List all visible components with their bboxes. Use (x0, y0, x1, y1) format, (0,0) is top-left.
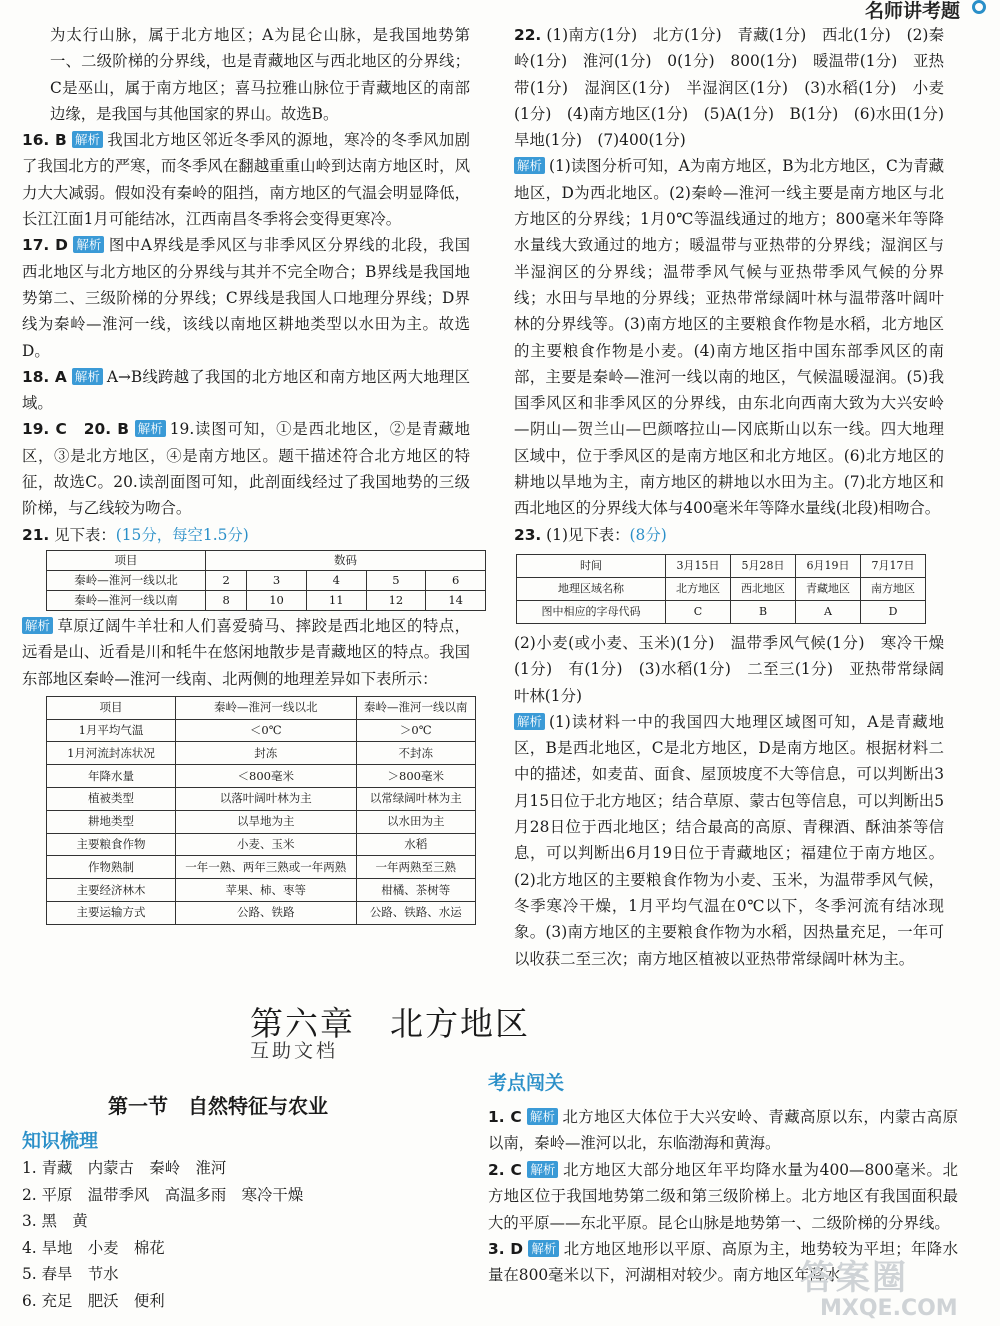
comparison-table (46, 696, 476, 925)
table-cell: 一年两熟至三熟 (356, 856, 475, 879)
table-row (47, 742, 476, 765)
jiexi-badge: 解析 (72, 131, 103, 148)
jiexi-badge: 解析 (514, 157, 545, 174)
table-header: 数码 (206, 550, 486, 570)
table-cell: ＞0℃ (356, 719, 475, 742)
q19-20 (22, 416, 470, 521)
table-cell: 以水田为主 (356, 810, 475, 833)
q18 (22, 364, 470, 417)
jiexi-badge: 解析 (527, 1161, 558, 1178)
q23-jiexi (514, 709, 944, 972)
table-header: 7月17日 (861, 554, 926, 577)
table-row (47, 810, 476, 833)
table-cell: 5 (366, 570, 426, 590)
table-header: 秦岭—淮河一线以南 (356, 696, 475, 719)
table-cell: 一年一熟、两年三熟或一年两熟 (176, 856, 357, 879)
table-cell: 12 (366, 590, 426, 610)
table-cell: 14 (426, 590, 486, 610)
list-item: 6. 充足 肥沃 便利 (22, 1291, 165, 1310)
left-column (22, 22, 470, 929)
list-item: 4. 旱地 小麦 棉花 (22, 1238, 165, 1257)
jiexi-badge: 解析 (72, 368, 103, 385)
q18-text: A→B线跨越了我国的北方地区和南方地区两大地理区域。 (22, 367, 470, 413)
table-cell: 图中相应的字母代码 (517, 600, 666, 623)
kd-q2-number: 2. C (488, 1160, 522, 1179)
kd-q3-number: 3. D (488, 1240, 524, 1259)
table-row (47, 550, 486, 570)
table-row (47, 788, 476, 811)
jiexi-badge: 解析 (135, 420, 166, 437)
table-cell: 作物熟制 (47, 856, 176, 879)
kd-q1 (488, 1104, 958, 1157)
q23-answer: (2)小麦(或小麦、玉米)(1分) 温带季风气候(1分) 寒冷干燥(1分) 有(1分) (3)水稻(1分) 二至三(1分) 亚热带常绿阔叶林(1分) (514, 633, 944, 705)
table-row (47, 902, 476, 925)
jiexi-badge: 解析 (514, 713, 545, 730)
kd-q1-text: 北方地区大体位于大兴安岭、青藏高原以东，内蒙古高原以南，秦岭—淮河以北，东临渤海和黄海。 (488, 1108, 958, 1153)
q16-number: 16. B (22, 131, 67, 150)
table-cell: 耕地类型 (47, 810, 176, 833)
list-item: 5. 春旱 节水 (22, 1265, 119, 1284)
list-item: 3. 黑 黄 (22, 1212, 88, 1231)
table-header: 6月19日 (796, 554, 861, 577)
knowledge-review-list (22, 1155, 462, 1315)
table-cell: 公路、铁路 (176, 902, 357, 925)
table-header: 5月28日 (731, 554, 796, 577)
list-item: 2. 平原 温带季风 高温多雨 寒冷干燥 (22, 1185, 304, 1204)
table-cell: 公路、铁路、水运 (356, 902, 475, 925)
table-cell: 主要粮食作物 (47, 833, 176, 856)
table-cell: 封冻 (176, 742, 357, 765)
knowledge-review-title: 知识梳理 (22, 1130, 99, 1152)
q17 (22, 232, 470, 363)
q21 (22, 522, 470, 548)
q22-jiexi (514, 153, 944, 521)
jiexi-badge: 解析 (527, 1108, 558, 1125)
table-cell: A (796, 600, 861, 623)
table-row (47, 765, 476, 788)
table-row (47, 570, 486, 590)
table-cell: 11 (306, 590, 366, 610)
q17-text: 图中A界线是季风区与非季风区分界线的北段，我国西北地区与北方地区的分界线与其并不完全吻合；B界线是我国地势第二、三级阶梯的分界线；C界线是我国人口地理分界线；D界线为秦岭—淮河一线，该线以南地区耕地类型以水田为主。故选D。 (22, 236, 470, 360)
q22-jiexi-text: (1)读图分析可知，A为南方地区，B为北方地区，C为青藏地区，D为西北地区。(2)秦岭—淮河一线主要是南方地区与北方地区的分界线；1月0℃等温线通过的地方；800毫米年等降水量线大致通过的地方；暖温带与亚热带的分界线；湿润区与半湿润区的分界线；温带季风气候与亚热带季风气候的分界线；水田与旱地的分界线；亚热带常绿阔叶林与温带落叶阔叶林的分界线等。(3)南方地区的主要粮食作物是水稻，北方地区的主要粮食作物是小麦。(4)南方地区指中国东部季风区的南部，主要是秦岭—淮河一线以南的地区，气候温暖湿润。(5)我国季风区和非季风区的分界线，由东北向西南大致为大兴安岭—阴山—贺兰山—巴颜喀拉山—冈底斯山以东一线。四大地理区域中，位于季风区的是南方地区和北方地区。(6)北方地区的耕地以旱地为主，南方地区的耕地以水田为主。(7)北方地区和西北地区的分界线大体与400毫米年等降水量线(北段)相吻合。 (514, 157, 944, 518)
exam-points-title: 考点闯关 (488, 1072, 565, 1094)
watermark-url: MXQE.COM (820, 1296, 958, 1321)
watermark-text: 互助文档 (250, 1040, 339, 1062)
table-cell: 秦岭—淮河一线以南 (47, 590, 206, 610)
q23 (514, 522, 944, 548)
table-row (47, 833, 476, 856)
table-cell: ＜0℃ (176, 719, 357, 742)
table-cell: 主要经济林木 (47, 879, 176, 902)
table-cell: 3 (247, 570, 307, 590)
q21-table (46, 550, 486, 611)
table-cell: 北方地区 (666, 577, 731, 600)
table-cell: 水稻 (356, 833, 475, 856)
table-cell: C (666, 600, 731, 623)
table-header: 秦岭—淮河一线以北 (176, 696, 357, 719)
table-cell: 年降水量 (47, 765, 176, 788)
table-header: 项目 (47, 550, 206, 570)
table-cell: 8 (206, 590, 247, 610)
table-cell: ＞800毫米 (356, 765, 475, 788)
q21-score: (15分，每空1.5分) (115, 525, 249, 544)
table-row (517, 554, 926, 577)
table-cell: 以落叶阔叶林为主 (176, 788, 357, 811)
q23-jiexi-text: (1)读材料一中的我国四大地理区域图可知，A是青藏地区，B是西北地区，C是北方地区，D是南方地区。根据材料二中的描述，如麦苗、面食、屋顶坡度不大等信息，可以判断出3月15日位于北方地区；结合草原、蒙古包等信息，可以判断出5月28日位于西北地区；结合最高的高原、青稞酒、酥油茶等信息，可以判断出6月19日位于青藏地区；福建位于南方地区。(2)北方地区的主要粮食作物为小麦、玉米，为温带季风气候，冬季寒冷干燥，1月平均气温在0℃以下，冬季河流有结冰现象。(3)南方地区的主要粮食作物为水稻，因热量充足，一年可以收获二至三次；南方地区植被以亚热带常绿阔叶林为主。 (514, 712, 944, 968)
q23-table (516, 554, 926, 624)
q21-jiexi-text: 草原辽阔牛羊壮和人们喜爱骑马、摔跤是西北地区的特点，远看是山、近看是川和牦牛在悠闲地散步是青藏地区的特点。我国东部地区秦岭—淮河一线南、北两侧的地理差异如下表所示： (22, 616, 470, 688)
table-cell: 10 (247, 590, 307, 610)
table-cell: 植被类型 (47, 788, 176, 811)
table-cell: 小麦、玉米 (176, 833, 357, 856)
header-tag: 名师讲考题 (864, 0, 960, 22)
q23-score: (8分) (629, 525, 667, 544)
table-cell: 4 (306, 570, 366, 590)
table-row (517, 577, 926, 600)
table-cell: 地理区域名称 (517, 577, 666, 600)
table-row (47, 719, 476, 742)
q22-answer: (1)南方(1分) 北方(1分) 青藏(1分) 西北(1分) (2)秦岭(1分) 淮河(1分) 0(1分) 800(1分) 暖温带(1分) 亚热带(1分) 湿润区(1分) 半湿润区(1分) (3)水稻(1分) 小麦(1分) (4)南方地区(1分) (5)A(1分) B(1分) (6)水田(1分) 旱地(1分) (7)400(1分) (514, 26, 960, 150)
table-cell: ＜800毫米 (176, 765, 357, 788)
q21-jiexi (22, 613, 470, 692)
q21-intro: 见下表： (54, 525, 116, 544)
table-cell: 主要运输方式 (47, 902, 176, 925)
table-header: 时间 (517, 554, 666, 577)
table-cell: 6 (426, 570, 486, 590)
table-row (517, 600, 926, 623)
table-cell: 1月平均气温 (47, 719, 176, 742)
q16 (22, 127, 470, 232)
table-row (47, 879, 476, 902)
q22 (514, 22, 960, 153)
header-circle-icon (972, 0, 986, 14)
kd-q1-number: 1. C (488, 1108, 522, 1126)
kd-q2 (488, 1157, 958, 1236)
table-cell: 柑橘、茶树等 (356, 879, 475, 902)
kd-q2-text: 北方地区大部分地区年平均降水量为400—800毫米。北方地区位于我国地势第二级和第三级阶梯上。北方地区有我国面积最大的平原——东北平原。昆仑山脉是地势第一、二级阶梯的分界线。 (488, 1160, 958, 1232)
q19-20-text: 19.读图可知，①是西北地区，②是青藏地区，③是北方地区，④是南方地区。题干描述符合北方地区的特征，故选C。20.读剖面图可知，此剖面线经过了我国地势的三级阶梯，与乙线较为吻合。 (22, 420, 470, 518)
table-cell: 2 (206, 570, 247, 590)
header-bar (0, 0, 1000, 22)
section-title: 第一节 自然特征与农业 (108, 1094, 328, 1118)
list-item: 1. 青藏 内蒙古 秦岭 淮河 (22, 1159, 227, 1177)
q23-intro: (1)见下表： (546, 525, 630, 544)
table-cell: 以旱地为主 (176, 810, 357, 833)
table-cell: 南方地区 (861, 577, 926, 600)
jiexi-badge: 解析 (528, 1240, 559, 1257)
table-row (47, 856, 476, 879)
q16-text: 我国北方地区邻近冬季风的源地，寒冷的冬季风加剧了我国北方的严寒，而冬季风在翻越重重山岭到达南方地区时，风力大大减弱。假如没有秦岭的阻挡，南方地区的气温会明显降低，长江江面1月可能结冰，江西南昌冬季将会变得更寒冷。 (22, 131, 470, 229)
jiexi-badge: 解析 (22, 617, 53, 634)
table-row (47, 590, 486, 610)
q15-continued: 为太行山脉，属于北方地区；A为昆仑山脉，是我国地势第一、二级阶梯的分界线，也是青藏地区与西北地区的分界线；C是巫山，属于南方地区；喜马拉雅山脉位于青藏地区的南部边缘，是我国与其他国家的界山。故选B。 (50, 26, 470, 123)
table-header: 3月15日 (666, 554, 731, 577)
table-cell: 青藏地区 (796, 577, 861, 600)
table-cell: 不封冻 (356, 742, 475, 765)
jiexi-badge: 解析 (73, 236, 104, 253)
table-header: 项目 (47, 696, 176, 719)
table-cell: 苹果、柿、枣等 (176, 879, 357, 902)
q23-number: 23. (514, 525, 542, 544)
table-cell: 西北地区 (731, 577, 796, 600)
table-cell: 1月河流封冻状况 (47, 742, 176, 765)
q18-number: 18. A (22, 367, 67, 386)
table-row (47, 696, 476, 719)
q17-number: 17. D (22, 236, 68, 255)
table-cell: 秦岭—淮河一线以北 (47, 570, 206, 590)
right-column (514, 22, 960, 972)
chapter-title: 第六章 北方地区 (250, 1004, 530, 1043)
table-cell: 以常绿阔叶林为主 (356, 788, 475, 811)
table-cell: D (861, 600, 926, 623)
kd-q3-text: 北方地区地形以平原、高原为主，地势较为平坦；年降水量在800毫米以下，河湖相对较少。南方地区年降水 (488, 1240, 958, 1285)
q21-number: 21. (22, 525, 50, 544)
q19-20-number: 19. C 20. B (22, 420, 129, 439)
watermark-logo: 答案圈 (800, 1258, 908, 1298)
table-cell: B (731, 600, 796, 623)
q22-number: 22. (514, 26, 542, 44)
